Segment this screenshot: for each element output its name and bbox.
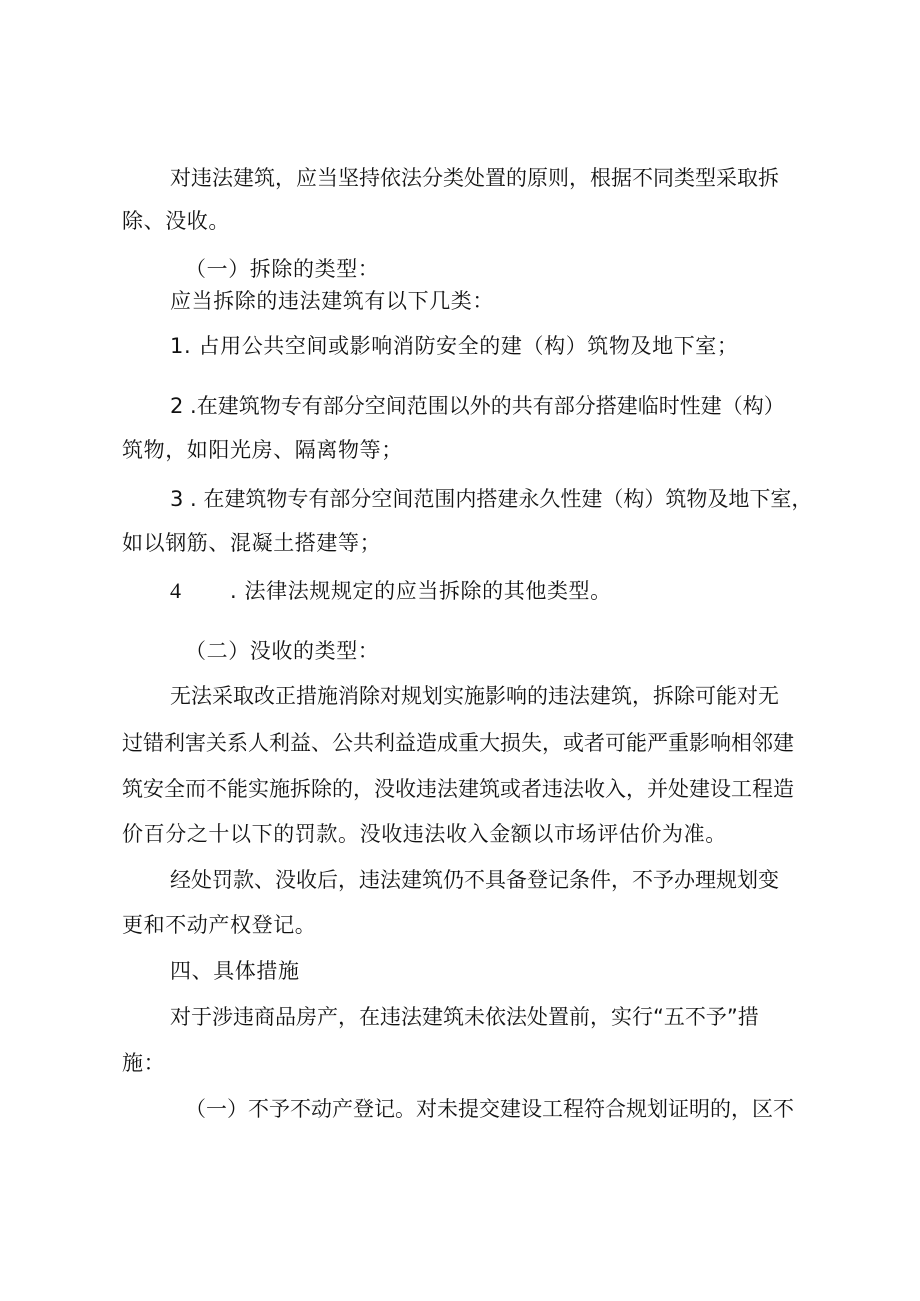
- list-item-continuation: 如以钢筋、混凝土搭建等；: [122, 531, 382, 555]
- list-item: 3 . 在建筑物专有部分空间范围内搭建永久性建（构）筑物及地下室，: [170, 487, 813, 511]
- paragraph-line: （一）不予不动产登记。对未提交建设工程符合规划证明的，区不: [185, 1097, 794, 1121]
- list-item-number: 4: [170, 578, 182, 603]
- paragraph-line: 无法采取改正措施消除对规划实施影响的违法建筑，拆除可能对无: [170, 684, 779, 708]
- section-heading: （一）拆除的类型：: [185, 257, 380, 281]
- paragraph-line: 筑安全而不能实施拆除的，没收违法建筑或者违法收入，并处建设工程造: [122, 777, 794, 801]
- paragraph-line: 过错利害关系人利益、公共利益造成重大损失，或者可能严重影响相邻建: [122, 731, 794, 755]
- paragraph-line: 对于涉违商品房产，在违法建筑未依法处置前，实行“五不予”措: [170, 1005, 759, 1029]
- paragraph-line: 除、没收。: [122, 209, 230, 233]
- section-heading: 四、具体措施: [170, 959, 300, 983]
- paragraph-line: 对违法建筑，应当坚持依法分类处置的原则，根据不同类型采取拆: [170, 166, 779, 190]
- paragraph-line: 经处罚款、没收后，违法建筑仍不具备登记条件，不予办理规划变: [170, 868, 779, 892]
- list-item-continuation: 筑物，如阳光房、隔离物等；: [122, 438, 403, 462]
- paragraph-line: 应当拆除的违法建筑有以下几类：: [170, 289, 494, 313]
- paragraph-line: 更和不动产权登记。: [122, 913, 317, 937]
- list-item: 1. 占用公共空间或影响消防安全的建（构）筑物及地下室；: [170, 334, 739, 358]
- paragraph-line: 价百分之十以下的罚款。没收违法收入金额以市场评估价为准。: [122, 822, 727, 846]
- list-item: . 法律法规规定的应当拆除的其他类型。: [230, 579, 612, 603]
- section-heading: （二）没收的类型：: [185, 639, 380, 663]
- paragraph-line: 施：: [122, 1051, 166, 1075]
- list-item: 2 .在建筑物专有部分空间范围以外的共有部分搭建临时性建（构）: [170, 394, 785, 418]
